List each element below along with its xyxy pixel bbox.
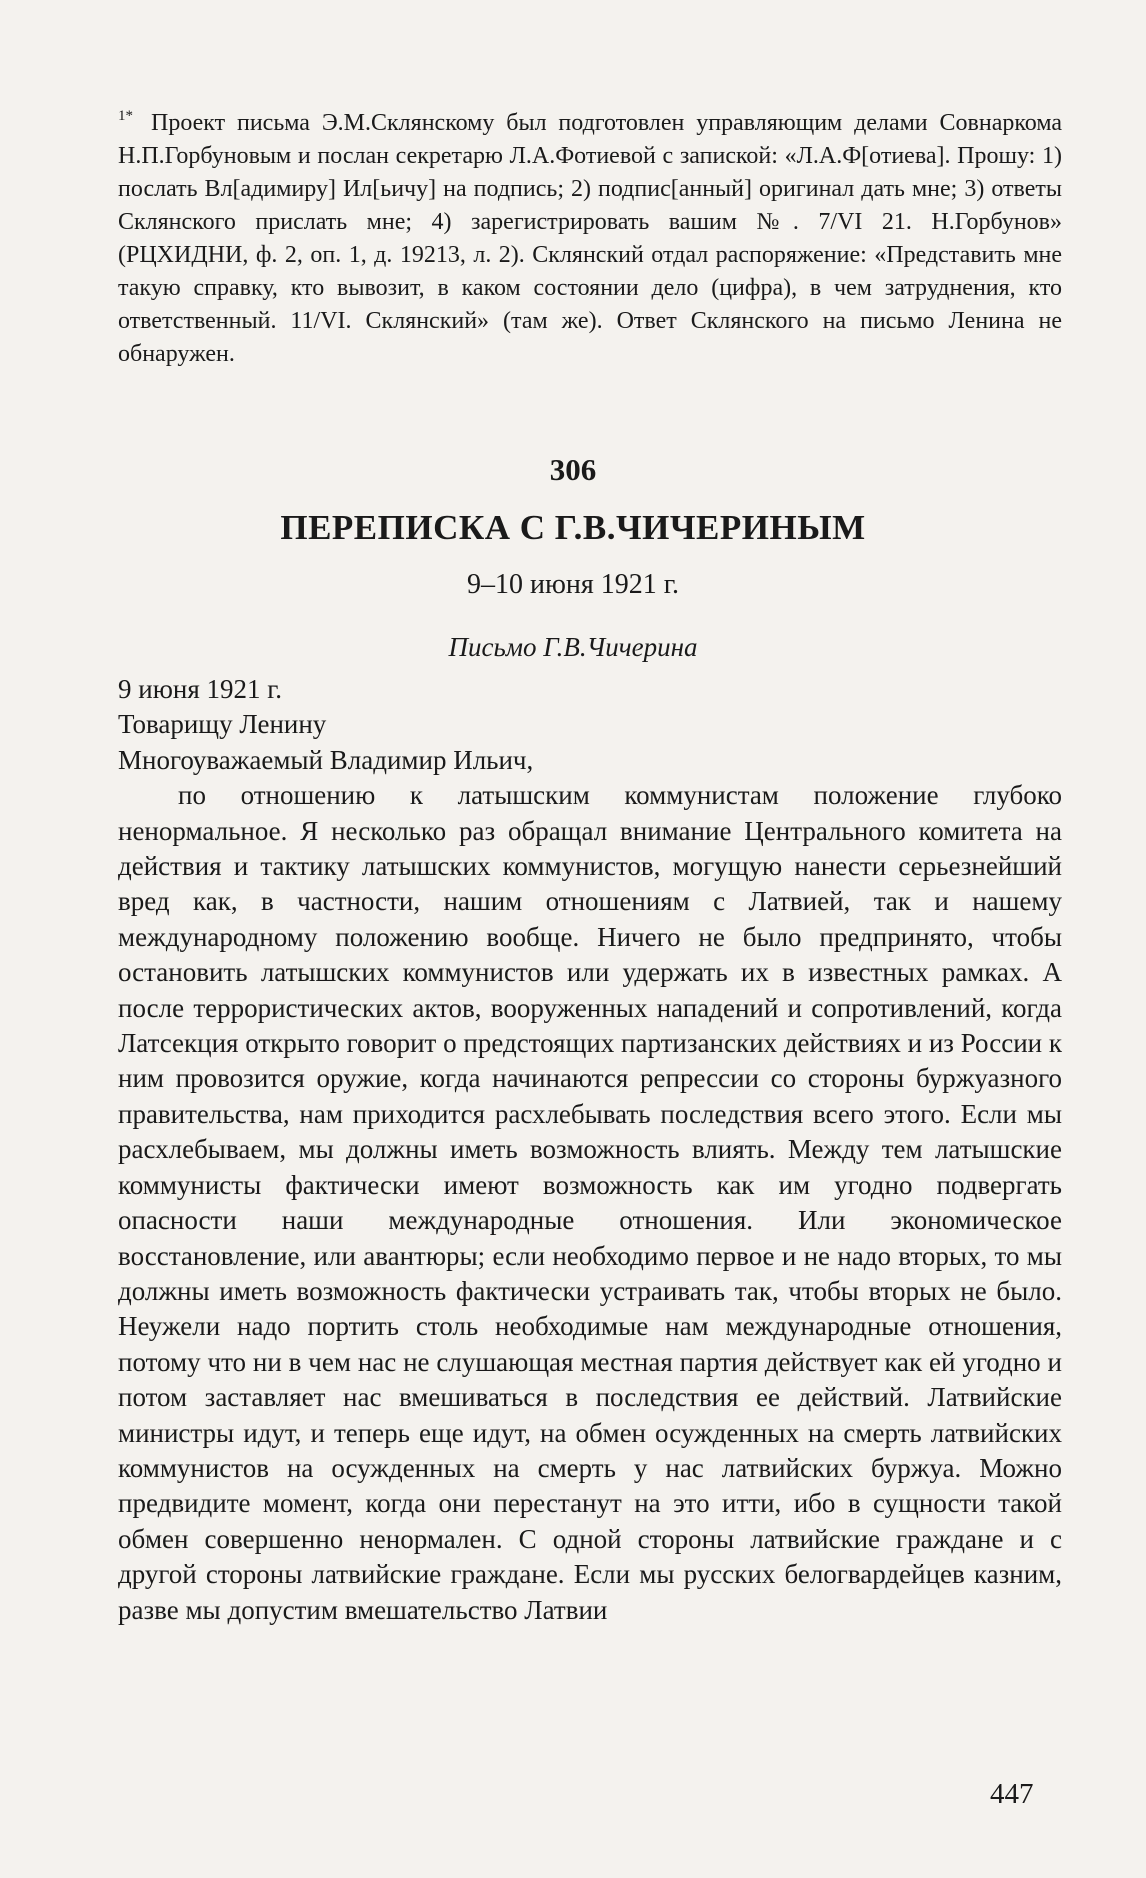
footnote-text: Проект письма Э.М.Склянскому был подготовлен управляющим делами Совнаркома Н.П.Горбуновым и послан секретарю Л.А.Фотиевой с запиской: «Л.А.Ф[отиева]. Прошу: 1) послать Вл[адимиру] Ил[ьичу] на подпись; 2) подпис[анный] оригинал дать мне; 3) ответы Склянского прислать мне; 4) зарегистрировать вашим №. 7/VI 21. Н.Горбунов» (РЦХИДНИ, ф. 2, оп. 1, д. 19213, л. 2). Склянский отдал распоряжение: «Представить мне такую справку, кто вывозит, в каком состоянии дело (цифра), в чем затруднения, кто ответственный. 11/VI. Склянский» (там же). Ответ Склянского на письмо Ленина не обнаружен. <box>118 110 1062 367</box>
page-number: 447 <box>990 1778 1034 1810</box>
document-number: 306 <box>549 452 597 487</box>
footnote <box>118 100 1062 371</box>
letter-salutation: Многоуважаемый Владимир Ильич, <box>118 744 534 775</box>
letter-body: по отношению к латышским коммунистам положение глубоко ненормальное. Я несколько раз обращал внимание Центрального комитета на действия и тактику латышских коммунистов, могущую нанести серьезнейший вред как, в частности, нашим отношениям с Латвией, так и нашему международному положению вообще. Ничего не было предпринято, чтобы остановить латышских коммунистов или удержать их в известных рамках. А после террористических актов, вооруженных нападений и сопротивлений, когда Латсекция открыто говорит о предстоящих партизанских действиях и из России к ним провозится оружие, когда начинаются репрессии со стороны буржуазного правительства, нам приходится расхлебывать последствия всего этого. Если мы расхлебываем, мы должны иметь возможность влиять. Между тем латышские коммунисты фактически имеют возможность как им угодно подвергать опасности наши международные отношения. Или экономическое восстановление, или авантюры; если необходимо первое и не надо вторых, то мы должны иметь возможность фактически устраивать так, чтобы вторых не было. Неужели надо портить столь необходимые нам международные отношения, потому что ни в чем нас не слушающая местная партия действует как ей угодно и потом заставляет нас вмешиваться в последствия ее действий. Латвийские министры идут, и теперь еще идут, на обмен осужденных на смерть латвийских коммунистов на осужденных на смерть у нас латвийских буржуа. Можно предвидите момент, когда они перестанут на это итти, ибо в сущности такой обмен совершенно ненормален. С одной стороны латвийские граждане и с другой стороны латвийские граждане. Если мы русских белогвардейцев казним, разве мы допустим вмешательство Латвии <box>118 780 1062 1625</box>
letter-addressee: Товарищу Ленину <box>118 709 327 740</box>
document-title: ПЕРЕПИСКА С Г.В.ЧИЧЕРИНЫМ <box>280 508 866 547</box>
letter <box>118 672 1062 1628</box>
footnote-marker: 1* <box>118 108 133 124</box>
document-dates: 9–10 июня 1921 г. <box>466 569 680 600</box>
document-subtitle: Письмо Г.В.Чичерина <box>448 632 698 662</box>
letter-date: 9 июня 1921 г. <box>118 674 283 704</box>
